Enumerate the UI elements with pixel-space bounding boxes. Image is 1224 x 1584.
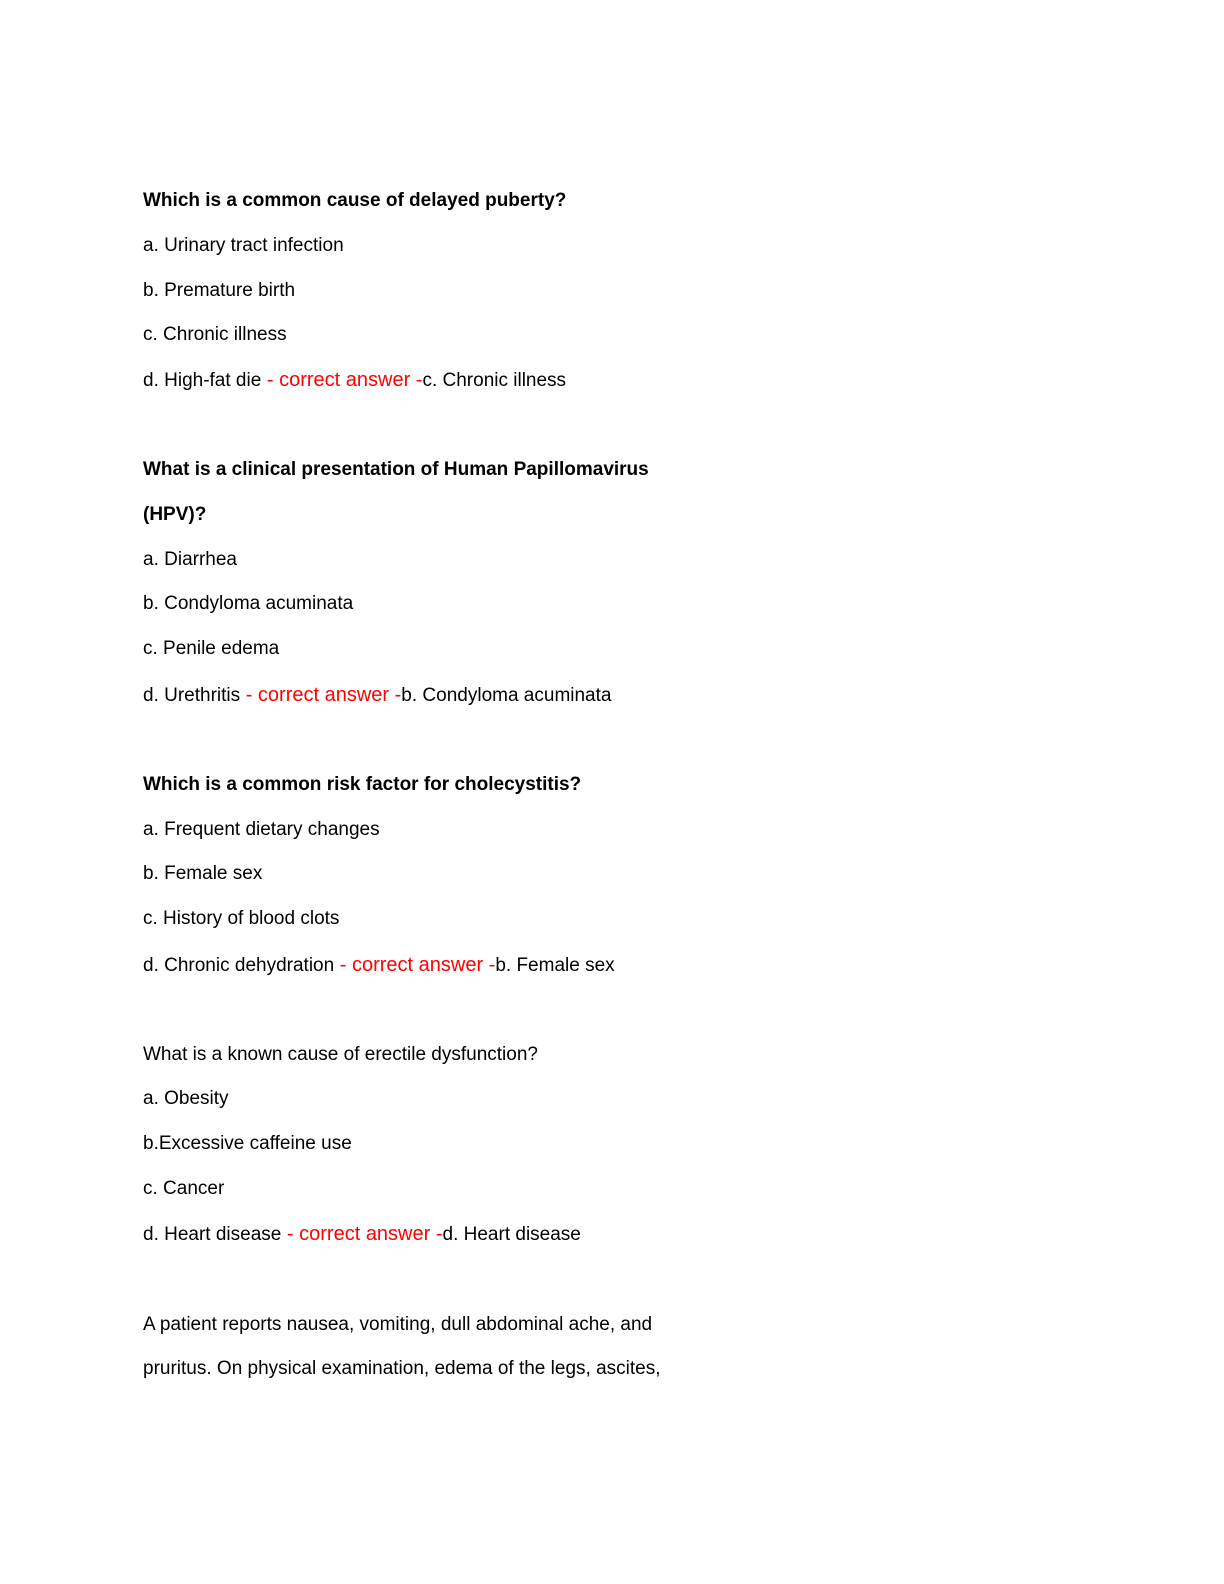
q2-option-c: c. Penile edema — [143, 638, 280, 659]
q1-option-d: d. High-fat die — [143, 370, 262, 391]
question-2-line-2: (HPV)? — [143, 504, 207, 525]
q4-correct-answer: d. Heart disease — [442, 1224, 581, 1245]
q1-correct-answer: c. Chronic illness — [422, 370, 567, 391]
q3-option-d: d. Chronic dehydration — [143, 955, 335, 976]
q2-option-a: a. Diarrhea — [143, 549, 237, 570]
q1-option-a: a. Urinary tract infection — [143, 235, 344, 256]
q4-option-a: a. Obesity — [143, 1088, 229, 1109]
q1-option-b: b. Premature birth — [143, 280, 296, 301]
correct-answer-marker: - correct answer - — [261, 369, 423, 391]
correct-answer-marker: - correct answer - — [334, 954, 496, 976]
q3-option-c: c. History of blood clots — [143, 908, 340, 929]
question-5-line-1: A patient reports nausea, vomiting, dull abdominal ache, and — [143, 1314, 653, 1335]
correct-answer-marker: - correct answer - — [281, 1223, 443, 1245]
question-1: Which is a common cause of delayed puberty? — [143, 190, 567, 211]
q1-option-c: c. Chronic illness — [143, 324, 287, 345]
q1-option-d-line — [143, 368, 566, 393]
q2-option-b: b. Condyloma acuminata — [143, 593, 354, 614]
q4-option-d-line — [143, 1222, 581, 1247]
question-2-line-1: What is a clinical presentation of Human Papillomavirus — [143, 459, 649, 480]
q4-option-b: b.Excessive caffeine use — [143, 1133, 352, 1154]
question-3: Which is a common risk factor for cholecystitis? — [143, 774, 582, 795]
q2-option-d-line — [143, 683, 611, 708]
q2-correct-answer: b. Condyloma acuminata — [401, 685, 612, 706]
question-4: What is a known cause of erectile dysfunction? — [143, 1044, 538, 1065]
q4-option-d: d. Heart disease — [143, 1224, 282, 1245]
q2-option-d: d. Urethritis — [143, 685, 241, 706]
q3-correct-answer: b. Female sex — [495, 955, 615, 976]
q4-option-c: c. Cancer — [143, 1178, 225, 1199]
q3-option-a: a. Frequent dietary changes — [143, 819, 380, 840]
question-5-line-2: pruritus. On physical examination, edema of the legs, ascites, — [143, 1358, 661, 1379]
q3-option-b: b. Female sex — [143, 863, 263, 884]
correct-answer-marker: - correct answer - — [240, 684, 402, 706]
q3-option-d-line — [143, 953, 615, 978]
